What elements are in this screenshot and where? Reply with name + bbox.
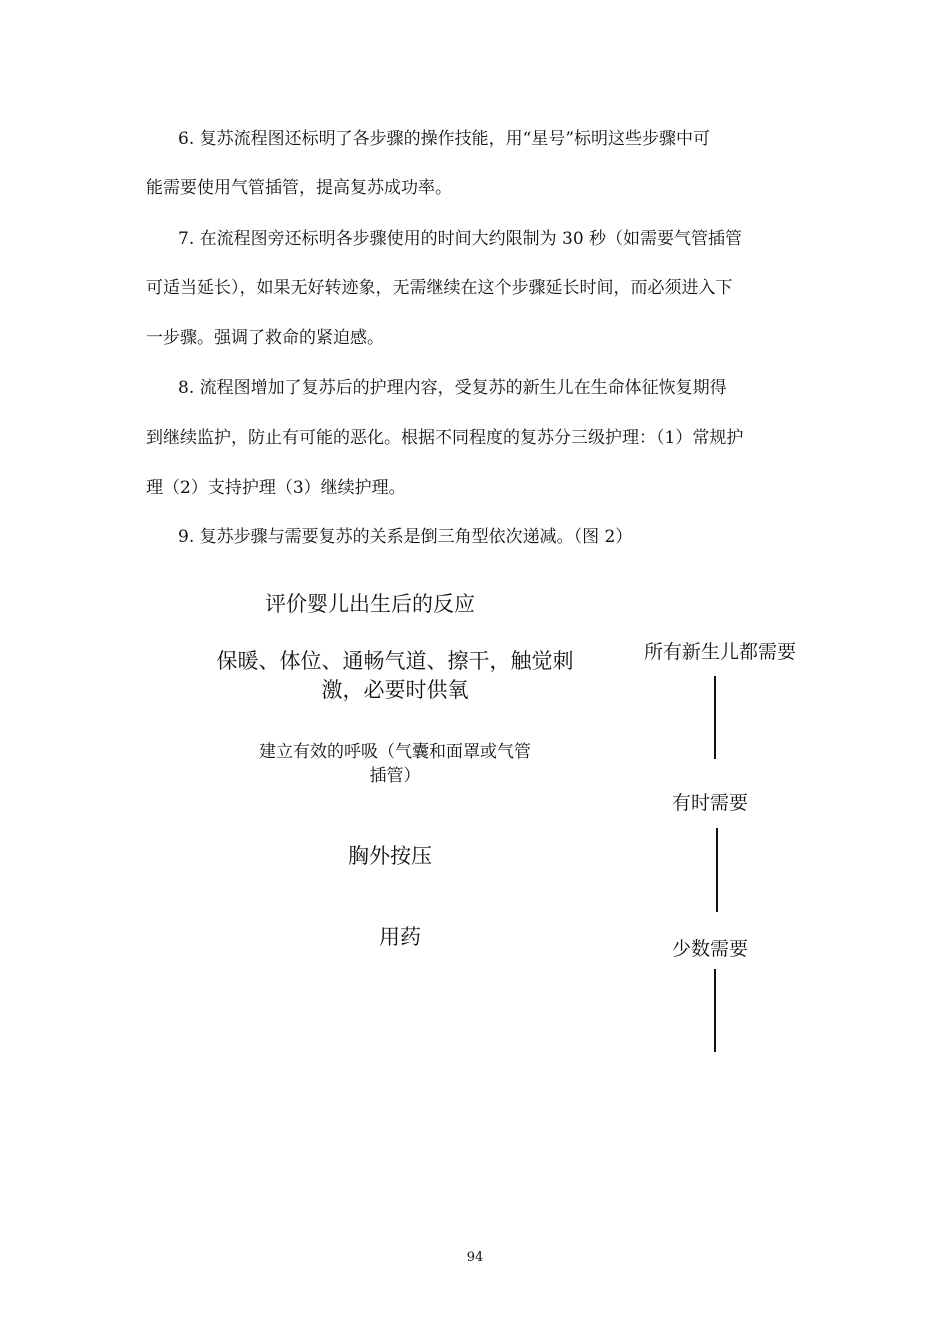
- para-7-line-3: 一步骤。强调了救命的紧迫感。: [146, 328, 384, 348]
- figure-divider-line-2: [716, 828, 718, 912]
- para-8-line-3: 理（2）支持护理（3）继续护理。: [146, 478, 406, 498]
- figure-need-all: 所有新生儿都需要: [643, 641, 796, 663]
- figure-step-medication: 用药: [379, 925, 421, 949]
- figure-need-sometimes: 有时需要: [671, 792, 748, 814]
- para-7-line-1: 7. 在流程图旁还标明各步骤使用的时间大约限制为 30 秒（如需要气管插管: [178, 229, 743, 249]
- para-8-line-1: 8. 流程图增加了复苏后的护理内容，受复苏的新生儿在生命体征恢复期得: [178, 378, 727, 398]
- para-6-line-2: 能需要使用气管插管，提高复苏成功率。: [146, 178, 452, 198]
- para-8-line-2: 到继续监护，防止有可能的恶化。根据不同程度的复苏分三级护理：（1）常规护: [146, 428, 744, 448]
- figure-step-warm-line-1: 保暖、体位、通畅气道、擦干，触觉刺: [216, 649, 574, 673]
- para-6-line-1: 6. 复苏流程图还标明了各步骤的操作技能，用“星号”标明这些步骤中可: [178, 129, 711, 149]
- figure-step-breath-line-1: 建立有效的呼吸（气囊和面罩或气管: [259, 742, 531, 762]
- para-7-line-2: 可适当延长），如果无好转迹象，无需继续在这个步骤延长时间，而必须进入下: [146, 278, 733, 298]
- figure-step-compression: 胸外按压: [348, 844, 432, 868]
- para-9-line-1: 9. 复苏步骤与需要复苏的关系是倒三角型依次递减。（图 2）: [178, 527, 633, 547]
- figure-step-warm-line-2: 激，必要时供氧: [321, 678, 469, 702]
- figure-divider-line-1: [714, 676, 716, 759]
- figure-need-few: 少数需要: [671, 938, 748, 960]
- page-number: 94: [466, 1250, 484, 1265]
- figure-divider-line-3: [714, 969, 716, 1052]
- figure-step-evaluate: 评价婴儿出生后的反应: [265, 592, 475, 616]
- figure-step-breath-line-2: 插管）: [369, 766, 421, 786]
